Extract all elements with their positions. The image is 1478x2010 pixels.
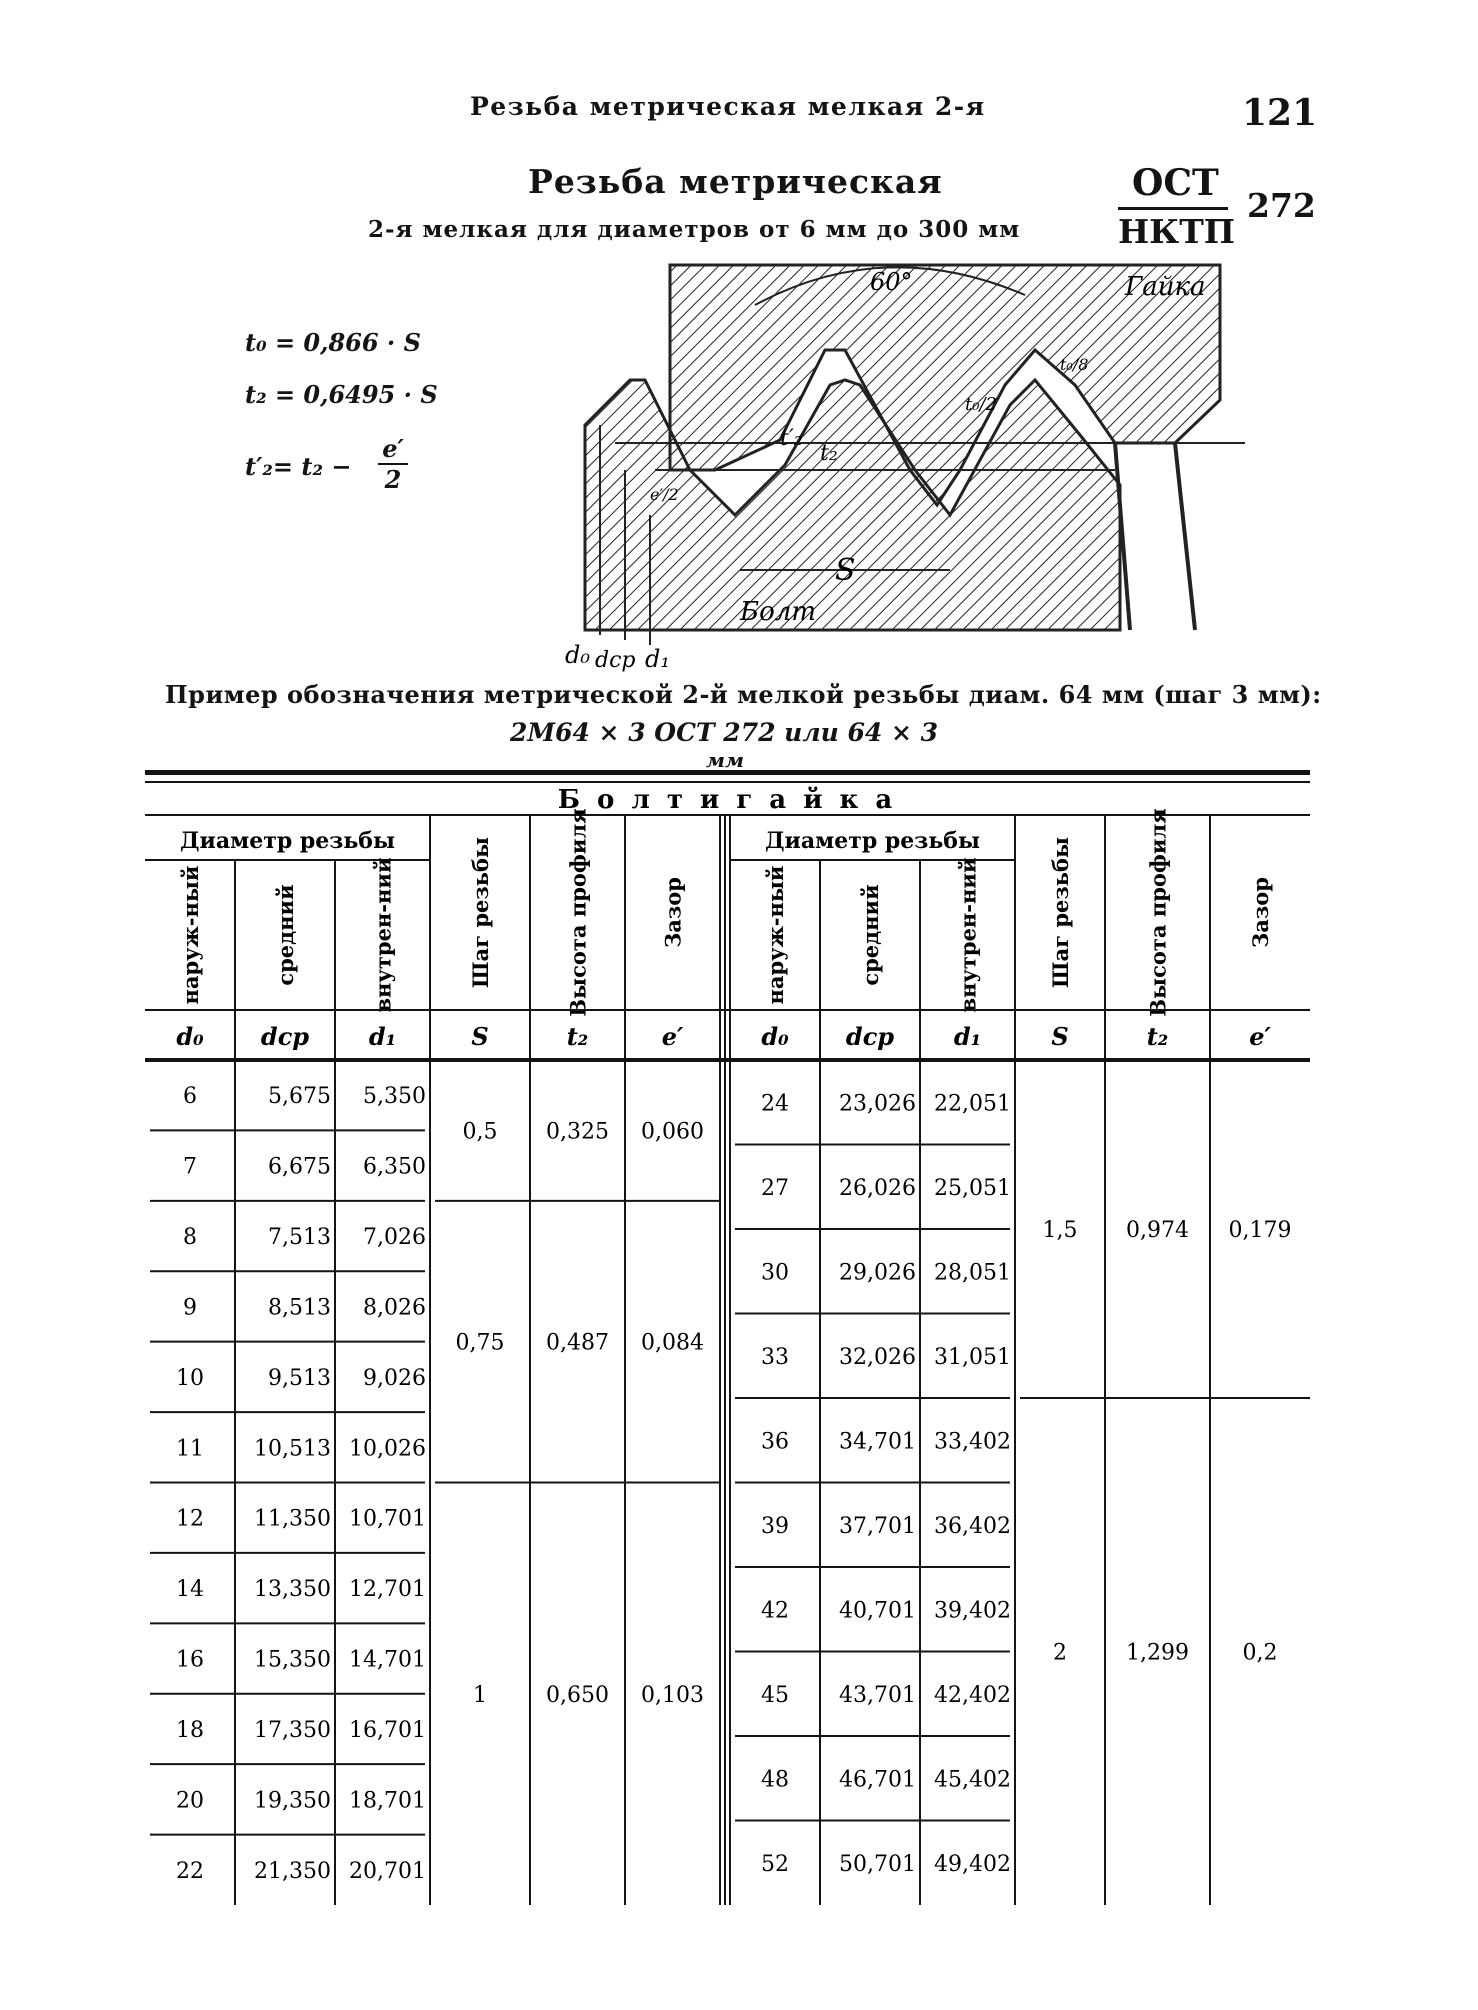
t0-eighth-label: t₀/8 bbox=[1060, 355, 1089, 374]
table-cell-right: 49,402 bbox=[934, 1851, 1011, 1877]
table-cell-right: 31,051 bbox=[934, 1344, 1011, 1370]
column-symbol-left: d₀ bbox=[176, 1022, 204, 1051]
column-symbol-left: d₁ bbox=[368, 1022, 397, 1051]
thread-table bbox=[145, 770, 1325, 1920]
table-cell-left: 8,026 bbox=[363, 1295, 426, 1321]
table-cell-left: 17,350 bbox=[254, 1717, 331, 1743]
group-cell-left: 0,5 bbox=[462, 1119, 498, 1145]
standard-code-bottom: НКТП bbox=[1118, 212, 1235, 251]
table-cell-left: 14,701 bbox=[349, 1647, 426, 1673]
table-cell-right: 23,026 bbox=[839, 1091, 916, 1117]
column-header-right: Высота профиля bbox=[1145, 808, 1171, 1017]
table-cell-left: 20 bbox=[176, 1788, 204, 1814]
table-cell-left: 6 bbox=[183, 1084, 197, 1110]
t2-prime-label: t′₂ bbox=[780, 426, 803, 451]
table-cell-left: 19,350 bbox=[254, 1788, 331, 1814]
table-cell-left: 15,350 bbox=[254, 1647, 331, 1673]
table-cell-left: 14 bbox=[176, 1577, 204, 1603]
table-cell-left: 5,675 bbox=[268, 1084, 331, 1110]
table-cell-left: 18 bbox=[176, 1717, 204, 1743]
column-header-left: средний bbox=[273, 884, 298, 986]
group-cell-right: 1,5 bbox=[1042, 1218, 1078, 1243]
formula-t0: t₀ = 0,866 · S bbox=[245, 328, 421, 357]
table-cell-right: 28,051 bbox=[934, 1260, 1011, 1286]
pitch-label: S bbox=[835, 553, 856, 588]
table-cell-left: 7,026 bbox=[363, 1225, 426, 1251]
group-cell-left: 0,060 bbox=[641, 1119, 704, 1145]
column-symbol-left: S bbox=[471, 1022, 489, 1051]
table-cell-left: 6,675 bbox=[268, 1154, 331, 1180]
table-cell-left: 9,026 bbox=[363, 1365, 426, 1391]
group-cell-left: 0,325 bbox=[546, 1119, 609, 1145]
t2-label: t₂ bbox=[820, 441, 838, 466]
table-cell-left: 10,513 bbox=[254, 1436, 331, 1462]
group-cell-left: 0,650 bbox=[546, 1682, 609, 1708]
column-header-left: внутрен-ний bbox=[370, 857, 396, 1013]
column-symbol-right: t₂ bbox=[1146, 1022, 1169, 1051]
table-cell-right: 30 bbox=[761, 1260, 789, 1286]
column-symbol-left: t₂ bbox=[566, 1022, 589, 1051]
table-cell-left: 13,350 bbox=[254, 1577, 331, 1603]
column-symbol-right: e′ bbox=[1249, 1022, 1271, 1051]
group-cell-left: 0,487 bbox=[546, 1330, 609, 1356]
column-header-right: Зазор bbox=[1248, 877, 1273, 948]
column-header-left: Зазор bbox=[660, 877, 686, 948]
table-cell-left: 9 bbox=[183, 1295, 197, 1321]
column-symbol-right: d₁ bbox=[953, 1022, 982, 1051]
standard-code-top: ОСТ bbox=[1132, 162, 1219, 204]
table-cell-left: 7 bbox=[183, 1154, 197, 1180]
e-half-label: e′/2 bbox=[650, 485, 679, 504]
column-header-left: наруж-ный bbox=[178, 865, 203, 1005]
table-cell-right: 46,701 bbox=[839, 1767, 916, 1793]
table-cell-right: 39 bbox=[761, 1513, 789, 1539]
table-cell-left: 10,026 bbox=[349, 1436, 426, 1462]
example-text: Пример обозначения метрической 2-й мелкой резьбы диам. 64 мм (шаг 3 мм): bbox=[165, 680, 1322, 709]
nut-label: Гайка bbox=[1125, 272, 1206, 302]
column-symbol-right: d₀ bbox=[761, 1022, 789, 1051]
table-cell-left: 18,701 bbox=[349, 1788, 426, 1814]
table-cell-right: 25,051 bbox=[934, 1175, 1011, 1201]
table-cell-right: 24 bbox=[761, 1091, 789, 1117]
table-cell-left: 11 bbox=[176, 1436, 204, 1462]
angle-label: 60° bbox=[870, 268, 913, 296]
group-cell-left: 0,084 bbox=[641, 1330, 704, 1356]
group-cell-right: 2 bbox=[1053, 1640, 1067, 1666]
table-cell-left: 20,701 bbox=[349, 1858, 426, 1884]
page-number: 121 bbox=[1242, 92, 1318, 134]
table-cell-right: 34,701 bbox=[839, 1429, 916, 1455]
group-cell-left: 0,103 bbox=[641, 1682, 704, 1708]
table-cell-right: 26,026 bbox=[839, 1175, 916, 1201]
table-cell-left: 9,513 bbox=[268, 1365, 331, 1391]
standard-number: 272 bbox=[1247, 186, 1316, 225]
table-cell-left: 16 bbox=[176, 1647, 204, 1673]
group-label-right: Диаметр резьбы bbox=[765, 828, 980, 854]
table-cell-right: 48 bbox=[761, 1767, 789, 1793]
group-cell-left: 0,75 bbox=[455, 1330, 505, 1356]
table-cell-left: 12 bbox=[176, 1506, 204, 1532]
bolt-label: Болт bbox=[740, 597, 816, 627]
group-label-left: Диаметр резьбы bbox=[180, 828, 395, 854]
page-subtitle: 2-я мелкая для диаметров от 6 мм до 300 мм bbox=[368, 216, 1021, 243]
column-symbol-right: S bbox=[1051, 1022, 1069, 1051]
table-cell-right: 29,026 bbox=[839, 1260, 916, 1286]
t0-half-label: t₀/2 bbox=[965, 394, 997, 415]
fraction-numerator: e′ bbox=[378, 434, 408, 465]
table-cell-left: 11,350 bbox=[254, 1506, 331, 1532]
table-cell-left: 5,350 bbox=[363, 1084, 426, 1110]
table-cell-left: 12,701 bbox=[349, 1577, 426, 1603]
table-cell-right: 36 bbox=[761, 1429, 789, 1455]
table-cell-right: 50,701 bbox=[839, 1851, 916, 1877]
table-cell-right: 43,701 bbox=[839, 1682, 916, 1708]
formula-t2-prime: t′₂= t₂ − bbox=[245, 452, 352, 481]
table-cell-left: 21,350 bbox=[254, 1858, 331, 1884]
table-cell-right: 52 bbox=[761, 1851, 789, 1877]
table-cell-right: 39,402 bbox=[934, 1598, 1011, 1624]
d1-label: d₁ bbox=[645, 645, 670, 673]
table-cell-right: 40,701 bbox=[839, 1598, 916, 1624]
table-cell-right: 27 bbox=[761, 1175, 789, 1201]
table-cell-left: 10,701 bbox=[349, 1506, 426, 1532]
fraction-denominator: 2 bbox=[384, 465, 402, 494]
table-cell-right: 42,402 bbox=[934, 1682, 1011, 1708]
page-title: Резьба метрическая bbox=[528, 162, 943, 201]
column-symbol-right: dср bbox=[845, 1022, 895, 1051]
table-cell-right: 37,701 bbox=[839, 1513, 916, 1539]
table-cell-left: 22 bbox=[176, 1858, 204, 1884]
example-unit: мм bbox=[706, 748, 745, 772]
column-symbol-left: e′ bbox=[661, 1022, 684, 1051]
group-cell-right: 0,179 bbox=[1228, 1218, 1292, 1243]
table-cell-left: 16,701 bbox=[349, 1717, 426, 1743]
column-header-right: средний bbox=[858, 884, 883, 986]
table-cell-right: 45,402 bbox=[934, 1767, 1011, 1793]
table-cell-right: 33 bbox=[761, 1344, 789, 1370]
table-cell-right: 36,402 bbox=[934, 1513, 1011, 1539]
bolt-section bbox=[585, 380, 1120, 630]
group-cell-right: 1,299 bbox=[1126, 1640, 1189, 1666]
thread-profile-diagram bbox=[555, 245, 1255, 675]
example-designation: 2М64 × 3 ОСТ 272 или 64 × 3 bbox=[510, 718, 939, 747]
column-header-left: Шаг резьбы bbox=[468, 836, 493, 989]
group-cell-right: 0,2 bbox=[1242, 1640, 1278, 1666]
standard-divider bbox=[1118, 207, 1228, 210]
column-header-right: Шаг резьбы bbox=[1048, 836, 1073, 989]
table-cell-right: 33,402 bbox=[934, 1429, 1011, 1455]
d0-label: d₀ bbox=[565, 641, 590, 669]
group-cell-left: 1 bbox=[473, 1682, 487, 1708]
table-cell-left: 6,350 bbox=[363, 1154, 426, 1180]
nut-outline-right bbox=[1115, 443, 1195, 630]
formula-t2: t₂ = 0,6495 · S bbox=[245, 380, 438, 409]
table-cell-right: 45 bbox=[761, 1682, 789, 1708]
table-cell-left: 8,513 bbox=[268, 1295, 331, 1321]
column-header-right: внутрен-ний bbox=[955, 857, 981, 1013]
running-head: Резьба метрическая мелкая 2-я bbox=[470, 92, 986, 121]
table-cell-right: 32,026 bbox=[839, 1344, 916, 1370]
table-cell-left: 8 bbox=[183, 1225, 197, 1251]
table-cell-right: 42 bbox=[761, 1598, 789, 1624]
table-cell-left: 10 bbox=[176, 1365, 204, 1391]
formula-fraction bbox=[378, 434, 408, 494]
column-header-left: Высота профиля bbox=[565, 808, 591, 1017]
column-symbol-left: dср bbox=[260, 1022, 310, 1051]
column-header-right: наруж-ный bbox=[763, 865, 788, 1005]
table-cell-left: 7,513 bbox=[268, 1225, 331, 1251]
group-cell-right: 0,974 bbox=[1126, 1218, 1189, 1243]
table-cell-right: 22,051 bbox=[934, 1091, 1011, 1117]
dcp-label: dср bbox=[595, 648, 636, 673]
table-banner: Б о л т и г а й к а bbox=[557, 785, 897, 815]
